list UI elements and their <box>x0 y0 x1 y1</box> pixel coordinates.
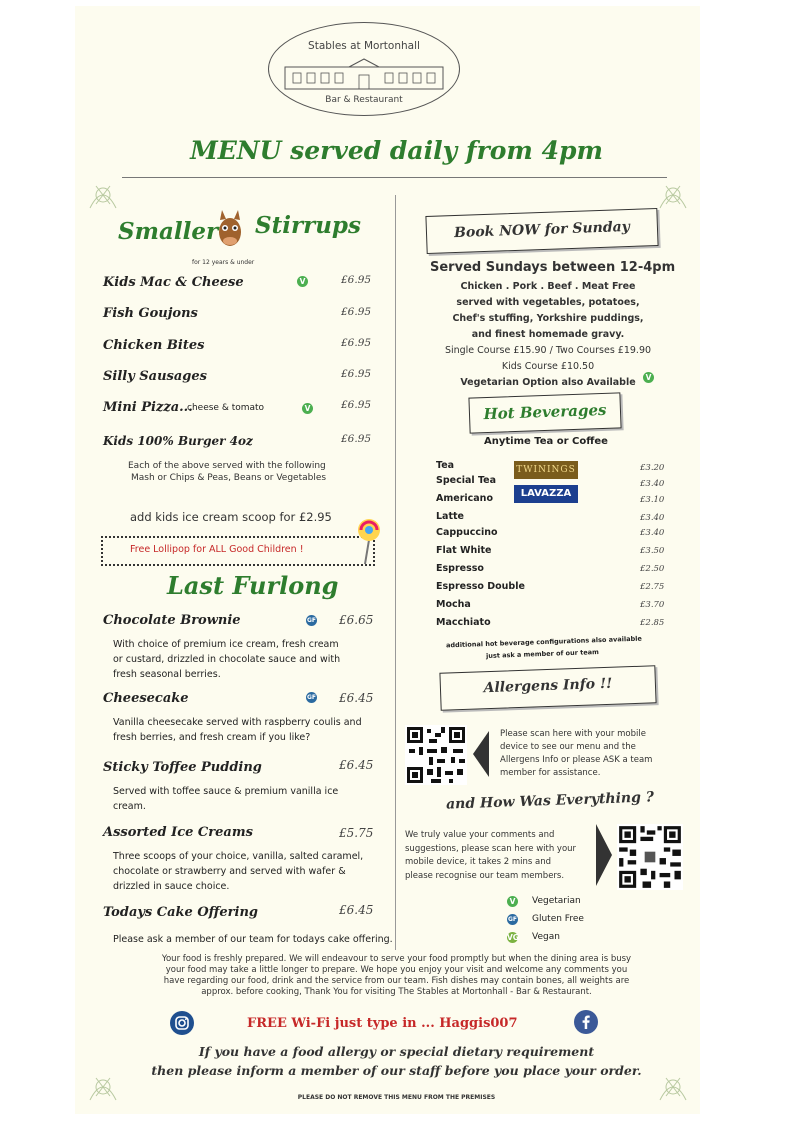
kids-item-name: Kids Mac & Cheese <box>103 275 244 290</box>
dessert-name: Todays Cake Offering <box>103 905 259 920</box>
beverage-price: £3.40 <box>640 513 665 523</box>
sunday-prices: Single Course £15.90 / Two Courses £19.90 <box>444 345 652 356</box>
allergens-line: Please scan here with your mobile <box>500 729 646 739</box>
kids-item-price: £6.95 <box>341 399 372 411</box>
book-sunday-button[interactable] <box>425 208 658 254</box>
beverage-price: £2.85 <box>640 618 665 628</box>
sunday-kids-price: Kids Course £10.50 <box>501 361 595 372</box>
beverage-name: Tea <box>436 460 455 471</box>
beverage-name: Flat White <box>436 545 492 556</box>
dessert-description: chocolate or strawberry and served with wafer & <box>113 866 346 877</box>
beverage-name: Espresso <box>436 563 484 574</box>
sunday-veg-option: Vegetarian Option also Available <box>460 377 636 388</box>
restaurant-logo <box>268 22 460 116</box>
feedback-line: please recognise our team members. <box>405 870 565 881</box>
legend-vegan: Vegan <box>532 932 560 942</box>
dessert-name: Cheesecake <box>103 691 189 706</box>
allergy-line: then please inform a member of our staff before you place your order. <box>151 1063 642 1078</box>
beverage-name: Latte <box>436 511 464 522</box>
beverages-subheading: Anytime Tea or Coffee <box>484 436 608 447</box>
lollipop-text: Free Lollipop for ALL Good Children ! <box>130 544 304 555</box>
allergens-heading-box <box>439 665 656 711</box>
arrow-right-icon <box>596 824 612 886</box>
dessert-description: With choice of premium ice cream, fresh cream <box>113 639 339 650</box>
kids-heading-right: Stirrups <box>255 212 361 239</box>
dessert-description: drizzled in sauce choice. <box>113 881 230 892</box>
dessert-description: fresh seasonal berries. <box>113 669 221 680</box>
stables-building-icon <box>283 57 445 91</box>
do-not-remove-notice: PLEASE DO NOT REMOVE THIS MENU FROM THE PREMISES <box>297 1094 496 1101</box>
kids-item-name: Chicken Bites <box>103 338 205 353</box>
allergens-line: member for assistance. <box>500 768 601 778</box>
dessert-price: £6.65 <box>339 613 374 627</box>
hot-beverages-heading-box <box>468 392 621 433</box>
beverage-price: £2.75 <box>640 582 665 592</box>
kids-item-price: £6.95 <box>341 306 372 318</box>
dessert-description: Vanilla cheesecake served with raspberry coulis and <box>113 717 362 728</box>
dessert-description: or custard, drizzled in chocolate sauce and with <box>113 654 341 665</box>
beverage-price: £2.50 <box>640 564 665 574</box>
sunday-line: and finest homemade gravy. <box>471 329 625 340</box>
beverage-price: £3.70 <box>640 600 665 610</box>
kids-served-note: Mash or Chips & Peas, Beans or Vegetables <box>131 473 327 483</box>
notice-line: have regarding our food, drink and the service from our team. Fish dishes may contain bones, all weights are <box>163 976 630 986</box>
feedback-line: mobile device, it takes 2 mins and <box>405 857 552 867</box>
corner-ornament-icon <box>86 178 120 212</box>
beverage-name: Espresso Double <box>436 581 525 592</box>
gluten-free-icon: GF <box>306 694 317 701</box>
vegetarian-icon: V <box>507 896 518 907</box>
kids-item-extra: cheese & tomato <box>187 403 265 413</box>
kids-heading-left: Smaller <box>118 218 219 245</box>
kids-item-price: £6.95 <box>341 337 372 349</box>
beverage-name: Cappuccino <box>436 527 498 538</box>
sunday-line: served with vegetables, potatoes, <box>456 297 640 308</box>
kids-item-name: Silly Sausages <box>103 369 207 384</box>
hot-beverages-heading: Hot Beverages <box>483 400 607 424</box>
sunday-heading: Served Sundays between 12-4pm <box>430 260 676 275</box>
dessert-description: Served with toffee sauce & premium vanilla ice <box>113 786 339 797</box>
dessert-price: £6.45 <box>339 691 374 705</box>
feedback-qr-code-icon[interactable] <box>617 824 683 890</box>
beverage-note: additional hot beverage configurations also available <box>445 634 642 650</box>
kids-item-name: Fish Goujons <box>103 306 198 321</box>
lollipop-box <box>101 536 375 566</box>
feedback-line: suggestions, please scan here with your <box>405 843 577 854</box>
notice-line: approx. before cooking, Thank You for visiting The Stables at Mortonhall - Bar & Restaurant. <box>201 987 592 997</box>
feedback-text <box>405 829 576 883</box>
dessert-description: cream. <box>113 801 146 812</box>
feedback-line: We truly value your comments and <box>405 830 555 840</box>
corner-ornament-icon <box>656 178 690 212</box>
kids-age-note: for 12 years & under <box>192 259 255 266</box>
allergens-line: device to see our menu and the <box>500 742 636 752</box>
arrow-left-icon <box>473 731 489 777</box>
allergens-text <box>500 728 652 780</box>
allergens-heading: Allergens Info !! <box>483 675 613 697</box>
dessert-price: £6.45 <box>339 903 374 917</box>
beverage-price: £3.50 <box>640 546 665 556</box>
twinings-logo: TWININGS <box>514 461 578 479</box>
notice-line: Your food is freshly prepared. We will endeavour to serve your food promptly but when the dining area is busy <box>161 954 632 964</box>
kids-served-note: Each of the above served with the following <box>128 461 326 471</box>
allergy-notice <box>90 1042 703 1080</box>
allergens-line: Allergens Info or please ASK a team <box>500 755 653 765</box>
kids-item-price: £6.95 <box>341 368 372 380</box>
dessert-description: fresh berries, and fresh cream if you like? <box>113 732 311 743</box>
beverage-price: £3.40 <box>640 479 665 489</box>
vegan-icon: VG <box>507 933 519 942</box>
logo-subtitle: Bar & Restaurant <box>325 95 403 105</box>
lollipop-icon <box>356 518 382 566</box>
vegetarian-icon: V <box>643 372 654 383</box>
kids-item-price: £6.95 <box>341 433 372 445</box>
beverage-price: £3.10 <box>640 495 665 505</box>
ice-cream-addon: add kids ice cream scoop for £2.95 <box>130 510 332 524</box>
sunday-line: Chef's stuffing, Yorkshire puddings, <box>452 313 644 324</box>
horse-head-icon <box>213 210 247 250</box>
gluten-free-icon: GF <box>507 916 518 923</box>
dessert-name: Sticky Toffee Pudding <box>103 760 262 775</box>
title-rule <box>122 177 667 178</box>
dessert-name: Chocolate Brownie <box>103 613 241 628</box>
dessert-description: Please ask a member of our team for todays cake offering. <box>113 934 393 945</box>
dessert-price: £5.75 <box>339 826 374 840</box>
vegetarian-icon: V <box>302 403 313 414</box>
legend-gluten-free: Gluten Free <box>532 914 584 924</box>
book-sunday-label: Book NOW for Sunday <box>453 218 631 242</box>
instagram-icon[interactable] <box>170 1011 194 1035</box>
dessert-description: Three scoops of your choice, vanilla, salted caramel, <box>113 851 364 862</box>
page-title: MENU served daily from 4pm <box>190 136 603 165</box>
desserts-heading: Last Furlong <box>167 571 339 600</box>
dessert-price: £6.45 <box>339 758 374 772</box>
column-divider <box>395 195 396 950</box>
legend-vegetarian: Vegetarian <box>532 896 581 906</box>
beverage-price: £3.40 <box>640 528 665 538</box>
beverage-price: £3.20 <box>640 463 665 473</box>
kids-item-price: £6.95 <box>341 274 372 286</box>
wifi-info: FREE Wi-Fi just type in ... Haggis007 <box>247 1016 518 1031</box>
beverage-note: just ask a member of our team <box>485 648 599 660</box>
freshness-notice <box>90 954 703 998</box>
beverage-name: Special Tea <box>436 475 497 486</box>
beverage-name: Americano <box>436 493 493 504</box>
vegetarian-icon: V <box>297 276 308 287</box>
dessert-name: Assorted Ice Creams <box>103 825 253 840</box>
lavazza-logo: LAVAZZA <box>514 485 578 503</box>
facebook-icon[interactable] <box>574 1010 598 1034</box>
kids-item-name: Mini Pizza... <box>103 400 193 415</box>
notice-line: your food may take a little longer to prepare. We hope you enjoy your visit and welcome any comments you <box>165 965 628 975</box>
beverage-name: Macchiato <box>436 617 491 628</box>
logo-name: Stables at Mortonhall <box>308 40 420 52</box>
feedback-heading: and How Was Everything ? <box>445 789 655 813</box>
allergy-line: If you have a food allergy or special dietary requirement <box>198 1044 595 1059</box>
sunday-line: Chicken . Pork . Beef . Meat Free <box>460 281 636 292</box>
allergens-qr-code-icon[interactable] <box>405 725 467 785</box>
kids-item-name: Kids 100% Burger 4oz <box>103 434 253 448</box>
beverage-name: Mocha <box>436 599 471 610</box>
gluten-free-icon: GF <box>306 617 317 624</box>
